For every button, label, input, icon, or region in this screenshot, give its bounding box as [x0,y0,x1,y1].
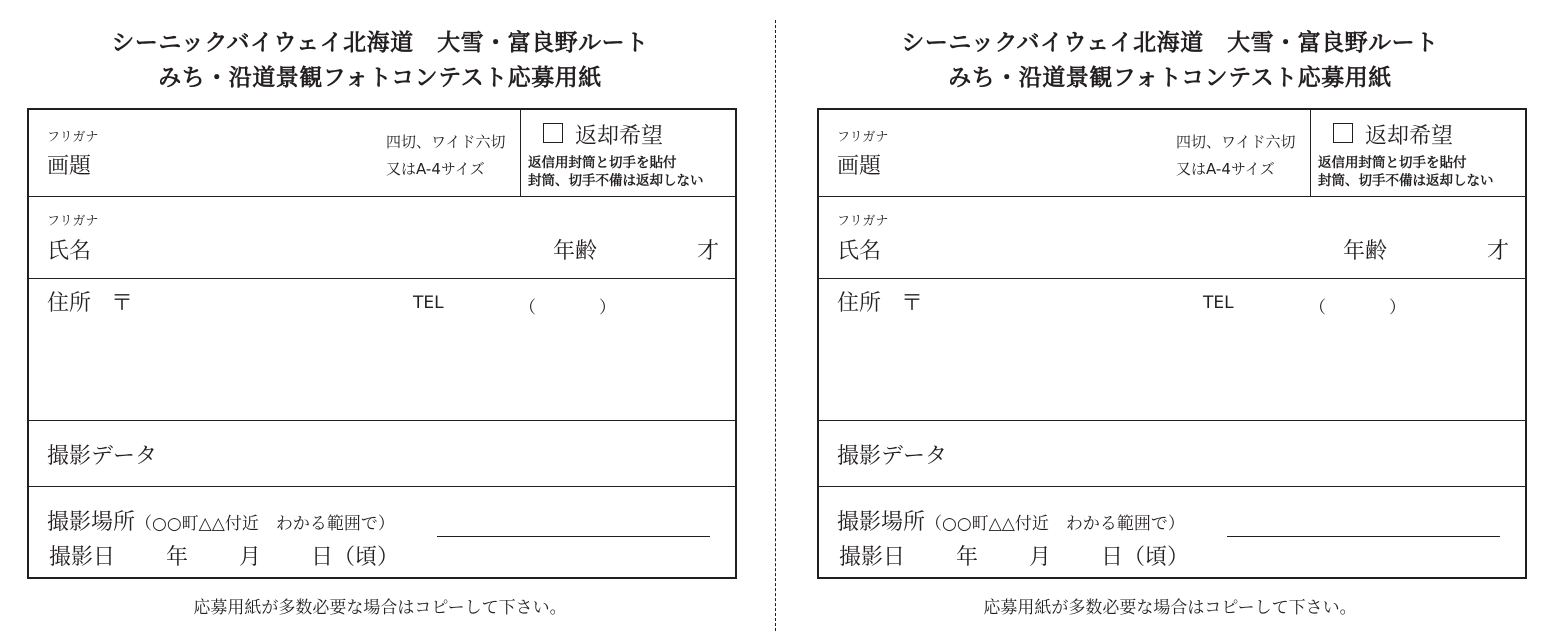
location-label: 撮影場所 [837,510,926,535]
return-request-label: 返却希望 [575,124,664,149]
address-label: 住所 [837,291,882,316]
furigana-label: フリガナ [837,214,889,229]
tel-paren-close: ） [599,298,616,318]
tel-label: TEL [413,293,444,313]
return-note-line2: 封筒、切手不備は返却しない [528,173,704,189]
tel-paren-open: （ [1309,298,1326,318]
location-hint: （○○町△△付近 わかる範囲で） [925,514,1185,534]
tel-paren-close: ） [1389,298,1406,318]
row-divider [29,278,735,279]
year-label: 年 [166,545,189,570]
column-divider [520,110,521,196]
name-label: 氏名 [837,239,882,264]
age-label: 年齢 [553,239,598,264]
photo-data-label: 撮影データ [47,444,158,469]
return-note-line2: 封筒、切手不備は返却しない [1318,173,1494,189]
location-label: 撮影場所 [47,510,136,535]
furigana-label: フリガナ [837,130,889,145]
furigana-label: フリガナ [47,130,99,145]
form-title-line1: シーニックバイウェイ北海道 大雪・富良野ルート [111,30,649,56]
row-divider [819,196,1525,197]
month-label: 月 [1029,545,1052,570]
size-note-line1: 四切、ワイド六切 [1176,133,1296,151]
date-label: 撮影日 [839,545,906,570]
row-divider [819,278,1525,279]
age-unit: 才 [1487,239,1510,264]
row-divider [29,420,735,421]
form-table [27,108,737,579]
work-title-label: 画題 [837,154,882,179]
tel-paren-open: （ [519,298,536,318]
furigana-label: フリガナ [47,214,99,229]
return-request-label: 返却希望 [1365,124,1454,149]
return-request-checkbox[interactable] [543,123,563,143]
month-label: 月 [239,545,262,570]
entry-form-left [0,0,760,631]
location-underline[interactable] [437,536,710,537]
column-divider [1310,110,1311,196]
year-label: 年 [956,545,979,570]
location-hint: （○○町△△付近 わかる範囲で） [135,514,395,534]
age-unit: 才 [697,239,720,264]
location-underline[interactable] [1227,536,1500,537]
row-divider [819,420,1525,421]
return-request-checkbox[interactable] [1333,123,1353,143]
work-title-label: 画題 [47,154,92,179]
name-label: 氏名 [47,239,92,264]
age-label: 年齢 [1343,239,1388,264]
form-title-line2: みち・沿道景観フォトコンテスト応募用紙 [948,65,1392,91]
row-divider [819,486,1525,487]
date-label: 撮影日 [49,545,116,570]
return-note-line1: 返信用封筒と切手を貼付 [1318,155,1467,171]
row-divider [29,486,735,487]
cut-line [775,20,776,631]
day-label: 日（頃） [1101,545,1190,570]
postal-mark: 〒 [111,291,134,316]
return-note-line1: 返信用封筒と切手を貼付 [528,155,677,171]
form-title-line1: シーニックバイウェイ北海道 大雪・富良野ルート [901,30,1439,56]
row-divider [29,196,735,197]
footer-note: 応募用紙が多数必要な場合はコピーして下さい。 [193,598,567,618]
size-note-line1: 四切、ワイド六切 [386,133,506,151]
photo-data-label: 撮影データ [837,444,948,469]
entry-form-right [790,0,1550,631]
form-table [817,108,1527,579]
postal-mark: 〒 [901,291,924,316]
size-note-line2: 又はA-4サイズ [1176,160,1275,178]
form-title-line2: みち・沿道景観フォトコンテスト応募用紙 [158,65,602,91]
day-label: 日（頃） [311,545,400,570]
tel-label: TEL [1203,293,1234,313]
footer-note: 応募用紙が多数必要な場合はコピーして下さい。 [983,598,1357,618]
size-note-line2: 又はA-4サイズ [386,160,485,178]
address-label: 住所 [47,291,92,316]
